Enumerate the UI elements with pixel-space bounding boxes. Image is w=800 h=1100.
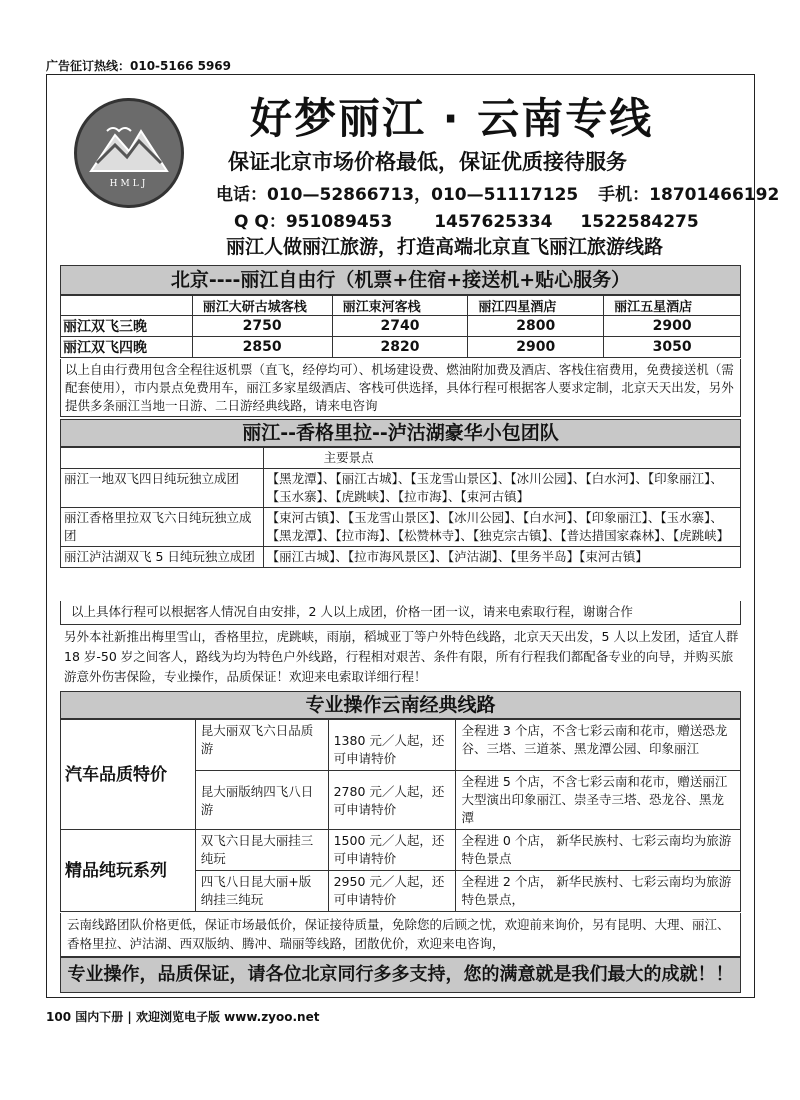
classic-routes-note: 云南线路团队价格更低，保证市场最低价，保证接待质量，免除您的后顾之忧，欢迎前来询价，另有昆明、大理、丽江、香格里拉、泸沽湖、西双版纳、腾冲、瑞丽等线路，团散优价，欢迎来电咨询， [60,913,741,957]
tour-name: 丽江泸沽湖双飞 5 日纯玩独立成团 [61,547,264,568]
price-cell: 2750 [192,316,332,337]
phone-numbers: 电话：010—52866713，010—51117125 [216,185,579,205]
logo-text: HMLJ [109,179,149,189]
section-free-travel-title: 北京----丽江自由行（机票+住宿+接送机+贴心服务） [60,265,741,295]
tour-spots: 【丽江古城】、【拉市海风景区】、【泸沽湖】、【里务半岛】【束河古镇】 [263,547,740,568]
price-cell: 2850 [192,337,332,358]
brand-title: 好梦丽江 · 云南专线 [250,94,654,143]
route-description: 全程进 3 个店，不含七彩云南和花市，赠送恐龙谷、三塔、三道茶、黑龙潭公园、印象丽江 [456,720,741,771]
column-header: 主要景点 [263,448,740,469]
route-name: 丽江双飞三晚 [61,316,193,337]
table-row [61,547,741,568]
brand-logo [74,98,184,208]
column-header: 丽江束河客栈 [332,296,468,316]
price-cell: 2820 [332,337,468,358]
column-header: 丽江大研古城客栈 [192,296,332,316]
route-price: 1380 元／人起，还可申请特价 [328,720,456,771]
brand-tagline: 丽江人做丽江旅游，打造高端北京直飞丽江旅游线路 [226,236,664,258]
free-travel-note: 以上自由行费用包含全程往返机票（直飞，经停均可）、机场建设费、燃油附加费及酒店、客栈住宿费用，免费接送机（需配套使用），市内景点免费用车，丽江多家星级酒店、客栈可供选择，具体行程可根据客人要求定制，北京天天出发，另外提供多条丽江当地一日游、二日游经典线路，请来电咨询 [60,359,741,417]
route-description: 全程进 0 个店， 新华民族村、七彩云南均为旅游特色景点 [456,830,741,871]
table-row [61,830,741,871]
mobile-number: 手机：18701466192 [598,185,780,205]
section-group-tour-title: 丽江--香格里拉--泸沽湖豪华小包团队 [60,419,741,447]
contact-qq-line [234,207,699,232]
route-description: 全程进 2 个店， 新华民族村、七彩云南均为旅游特色景点， [456,871,741,912]
table-header-row [61,296,741,316]
table-row [61,337,741,358]
price-cell: 2900 [468,337,604,358]
price-cell: 3050 [604,337,741,358]
route-description: 全程进 5 个店，不含七彩云南和花市，赠送丽江大型演出印象丽江、崇圣寺三塔、恐龙谷、黑龙潭 [456,771,741,830]
route-name: 昆大丽版纳四飞八日游 [195,771,328,830]
table-row [61,316,741,337]
outdoor-routes-paragraph: 另外本社新推出梅里雪山，香格里拉，虎跳峡，雨崩，稻城亚丁等户外特色线路，北京天天出发，5 人以上发团，适宜人群 18 岁-50 岁之间客人，路线为均为特色户外线路，行程相对艰苦、条件有限，所有行程我们都配备专业的向导，并购买旅游意外伤害保险，专业操作，品质保证！欢迎来电索取详细行程！ [64,629,739,684]
qq-number-2: 1457625334 [434,212,553,232]
tour-spots: 【束河古镇】、【玉龙雪山景区】、【冰川公园】、【白水河】、【印象丽江】、【玉水寨】、【黑龙潭】、【拉市海】、【松赞林寺】、【独克宗古镇】、【普达措国家森林】、【虎跳峡】 [263,508,740,547]
table-row [61,720,741,771]
route-name: 双飞六日昆大丽挂三纯玩 [195,830,328,871]
table-header-row [61,448,741,469]
table-corner-cell [61,448,264,469]
free-travel-price-table [60,295,741,358]
route-price: 1500 元／人起，还可申请特价 [328,830,456,871]
route-price: 2780 元／人起，还可申请特价 [328,771,456,830]
group-tour-note: 以上具体行程可以根据客人情况自由安排，2 人以上成团，价格一团一议，请来电索取行程，谢谢合作 [60,601,741,625]
column-header: 丽江四星酒店 [468,296,604,316]
tour-name: 丽江香格里拉双飞六日纯玩独立成团 [61,508,264,547]
price-cell: 2740 [332,316,468,337]
ad-hotline: 广告征订热线：010-5166 5969 [46,59,232,73]
route-price: 2950 元／人起，还可申请特价 [328,871,456,912]
qq-number-1: Q Q：951089453 [234,212,393,232]
group-tour-table [60,447,741,568]
classic-routes-table [60,719,741,912]
page-footer: 100 国内下册 | 欢迎浏览电子版 www.zyoo.net [46,1010,320,1024]
route-category: 汽车品质特价 [61,720,196,830]
route-name: 丽江双飞四晚 [61,337,193,358]
tour-name: 丽江一地双飞四日纯玩独立成团 [61,469,264,508]
qq-number-3: 1522584275 [580,212,699,232]
route-category: 精品纯玩系列 [61,830,196,912]
table-corner-cell [61,296,193,316]
table-row [61,469,741,508]
column-header: 丽江五星酒店 [604,296,741,316]
price-cell: 2900 [604,316,741,337]
route-name: 四飞八日昆大丽+版纳挂三纯玩 [195,871,328,912]
table-row [61,508,741,547]
brand-slogan: 保证北京市场价格最低，保证优质接待服务 [228,150,627,174]
tour-spots: 【黑龙潭】、【丽江古城】、【玉龙雪山景区】、【冰川公园】、【白水河】、【印象丽江】、【玉水寨】、【虎跳峡】、【拉市海】、【束河古镇】 [263,469,740,508]
section-classic-routes-title: 专业操作云南经典线路 [60,691,741,719]
closing-banner: 专业操作，品质保证，请各位北京同行多多支持，您的满意就是我们最大的成就！！ [60,957,741,993]
price-cell: 2800 [468,316,604,337]
contact-phone-line [216,180,779,205]
mountain-logo-icon [77,101,181,205]
route-name: 昆大丽双飞六日品质游 [195,720,328,771]
